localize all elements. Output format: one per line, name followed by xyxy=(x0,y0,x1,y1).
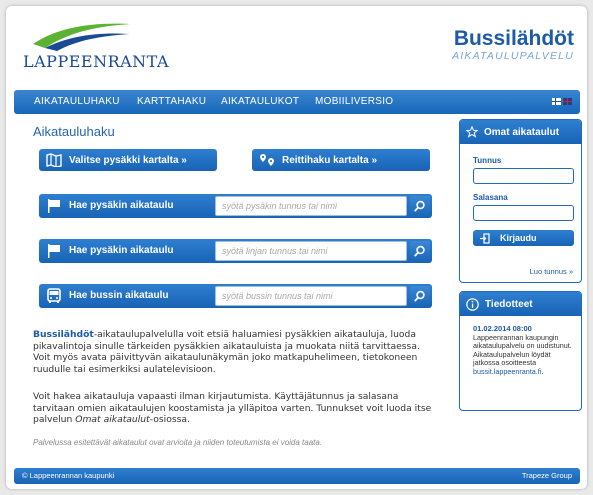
route-pins-icon xyxy=(258,153,276,167)
news-header xyxy=(460,292,581,316)
flag-icon xyxy=(46,198,62,214)
select-stop-on-map-label: Valitse pysäkki kartalta » xyxy=(69,154,187,166)
page-title: Aikatauluhaku xyxy=(33,124,115,139)
bus-search-input[interactable] xyxy=(215,286,407,306)
page-container xyxy=(6,6,587,489)
stop-search-input[interactable] xyxy=(215,196,407,216)
main-nav xyxy=(14,90,580,114)
select-stop-on-map-button[interactable] xyxy=(39,149,217,171)
intro-brand: Bussilähdöt xyxy=(33,329,94,340)
footer xyxy=(14,468,580,484)
stop-search-row xyxy=(39,194,432,218)
news-item xyxy=(473,325,573,377)
city-logo-text: LAPPEENRANTA xyxy=(23,52,170,71)
city-logo[interactable] xyxy=(23,18,170,74)
star-icon xyxy=(466,126,478,138)
line-search-row xyxy=(39,239,432,263)
login-info-text-end: -osiossa. xyxy=(149,414,190,425)
bus-icon xyxy=(46,288,62,304)
search-icon xyxy=(414,290,426,302)
create-account-link[interactable]: Luo tunnus » xyxy=(529,267,573,276)
nav-item-mobiiliversio[interactable]: MOBIILIVERSIO xyxy=(315,96,394,107)
login-info-paragraph xyxy=(33,391,433,426)
news-panel xyxy=(459,291,582,411)
nav-item-aikatauluhaku[interactable]: AIKATAULUHAKU xyxy=(34,96,120,107)
news-date: 01.02.2014 08:00 xyxy=(473,324,532,333)
brand-title: Bussilähdöt xyxy=(453,27,574,50)
brand-subtitle: AIKATAULUPALVELU xyxy=(452,50,574,62)
line-search-button[interactable] xyxy=(410,241,430,261)
login-button[interactable] xyxy=(473,230,574,246)
news-period: . xyxy=(541,366,544,376)
city-logo-wave-icon xyxy=(27,18,137,52)
login-button-label: Kirjaudu xyxy=(500,233,537,243)
line-search-input[interactable] xyxy=(215,241,407,261)
password-input[interactable] xyxy=(473,205,574,221)
service-brand xyxy=(452,28,574,62)
search-icon xyxy=(414,245,426,257)
flag-icon xyxy=(46,243,62,259)
news-link[interactable]: bussit.lappeenranta.fi xyxy=(473,366,542,376)
bus-search-row xyxy=(39,284,432,308)
login-icon xyxy=(479,233,490,244)
line-search-label: Hae pysäkin aikataulu xyxy=(69,245,174,256)
news-text: Lappeenrannan kaupungin aikataulupalvelu on uudistunut. Aikataulupalvelun löydät jatkossa osoitteesta xyxy=(473,332,572,368)
bus-search-button[interactable] xyxy=(410,286,430,306)
info-icon xyxy=(466,298,479,311)
my-timetables-title: Omat aikataulut xyxy=(484,126,560,138)
map-icon xyxy=(45,153,63,167)
english-flag-icon[interactable] xyxy=(563,98,572,105)
bus-search-label: Hae bussin aikataulu xyxy=(69,290,169,301)
disclaimer-note: Palvelussa esitettävät aikataulut ovat arvioita ja niiden toteutumista ei voida taata. xyxy=(33,438,323,447)
news-title: Tiedotteet xyxy=(485,298,533,310)
username-input[interactable] xyxy=(473,168,574,184)
intro-text: -aikataulupalvelulla voit etsiä haluamiesi pysäkkien aikatauluja, luoda pikavalintoja sinulle tärkeiden pysäkkien aikatauluista ja muokata niitä tarvittaessa. Voit myös avata päivittyvän aikataulunäkymän joko matkapuhelimeen, tietokoneen ruudulle tai esimerkiksi aulatelevisioon. xyxy=(33,329,420,375)
search-icon xyxy=(414,200,426,212)
route-search-on-map-button[interactable] xyxy=(252,149,430,171)
stop-search-button[interactable] xyxy=(410,196,430,216)
route-search-on-map-label: Reittihaku kartalta » xyxy=(282,154,378,166)
my-timetables-panel xyxy=(459,119,582,283)
stop-search-label: Hae pysäkin aikataulu xyxy=(69,200,174,211)
intro-paragraph xyxy=(33,329,433,375)
nav-item-aikataulukot[interactable]: AIKATAULUKOT xyxy=(221,96,300,107)
username-label: Tunnus xyxy=(473,156,502,165)
nav-item-karttahaku[interactable]: KARTTAHAKU xyxy=(137,96,207,107)
my-timetables-header xyxy=(460,120,581,144)
password-label: Salasana xyxy=(473,193,508,202)
footer-copyright: © Lappeenrannan kaupunki xyxy=(22,471,115,480)
finnish-flag-icon[interactable] xyxy=(552,98,561,105)
footer-vendor[interactable]: Trapeze Group xyxy=(521,471,572,480)
language-selector xyxy=(552,98,572,105)
login-info-text: Voit hakea aikatauluja vapaasti ilman kirjautumista. Käyttäjätunnus ja salasana tarvitaan omien aikataulujen koostamista ja ylläpitoa varten. Tunnukset voit luoda itse palvelun xyxy=(33,391,432,425)
login-info-section-name: Omat aikataulut xyxy=(75,414,150,425)
